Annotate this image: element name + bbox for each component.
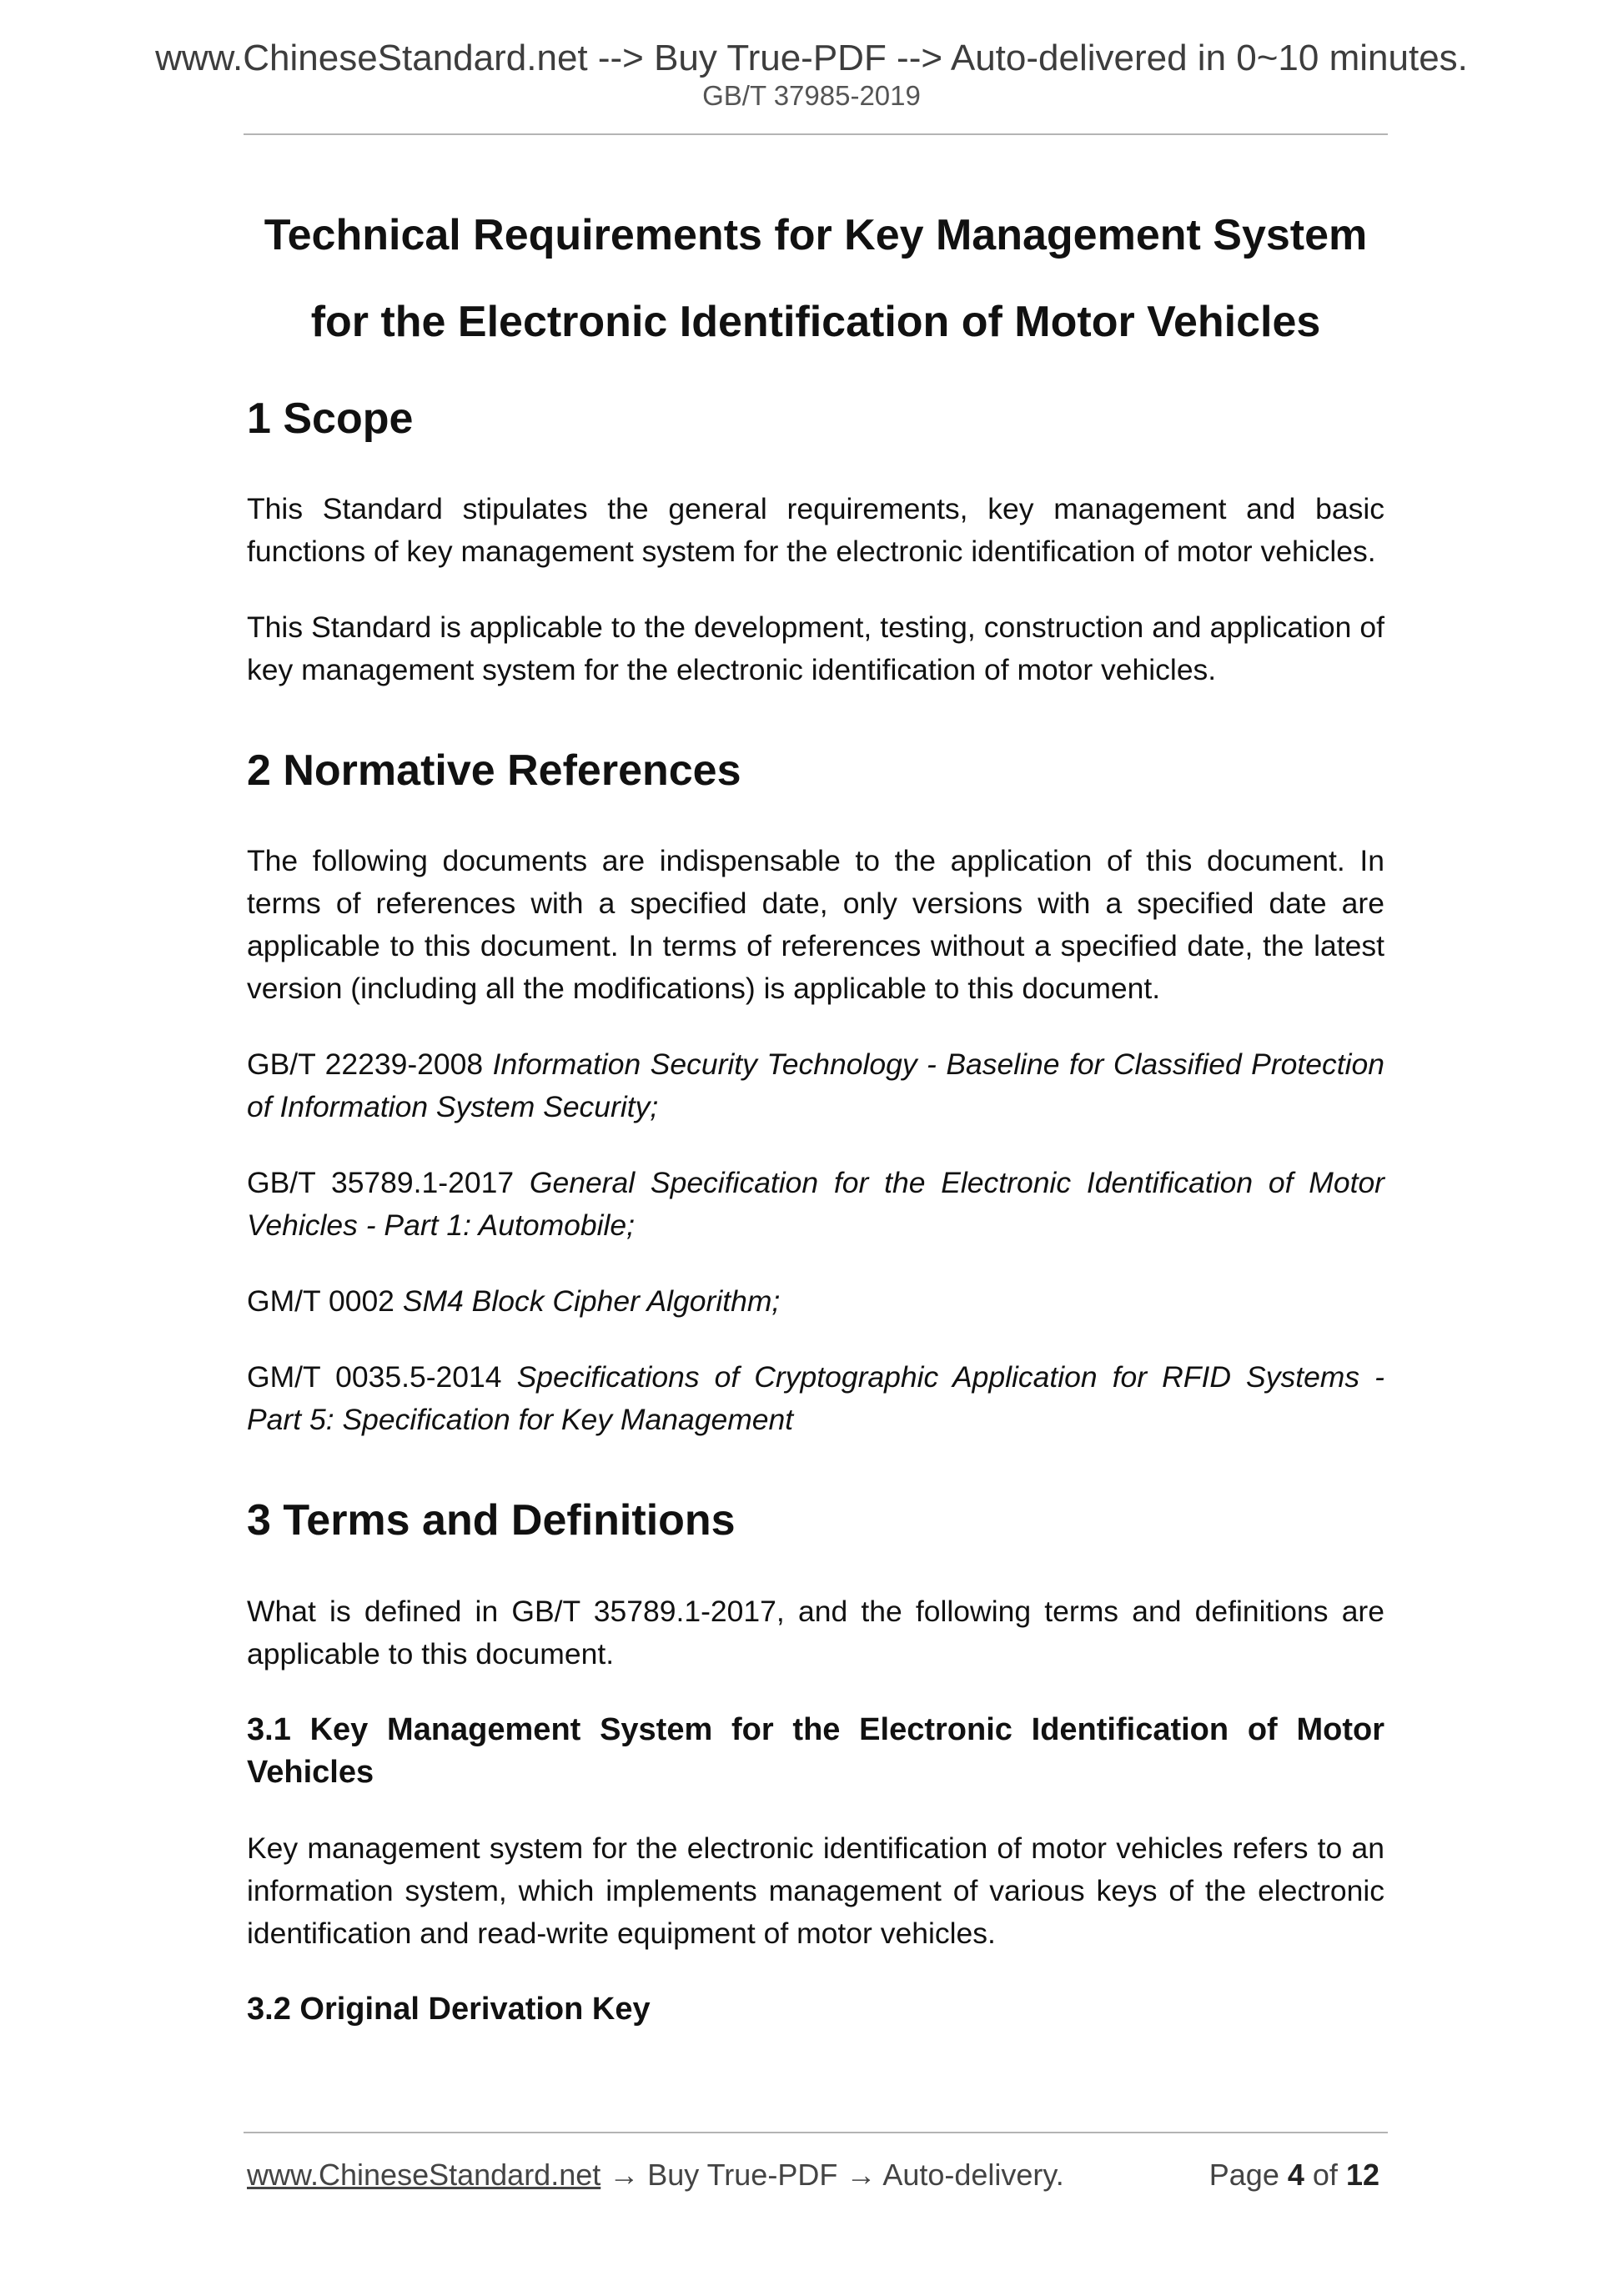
document-title-line-1: Technical Requirements for Key Management System <box>264 211 1368 259</box>
footer-left <box>247 2160 1064 2190</box>
reference-title: Specifications of Cryptographic Application for RFID Systems - Part 5: Specification for Key Management <box>247 1360 1384 1437</box>
section-heading-normative-references: 2 Normative References <box>247 746 741 796</box>
reference-item <box>247 1162 1384 1247</box>
scope-paragraph-2: This Standard is applicable to the development, testing, construction and application of key management system for the electronic identification of motor vehicles. <box>247 610 1384 687</box>
reference-item <box>247 1280 1384 1323</box>
reference-code: GM/T 0002 <box>247 1284 394 1319</box>
document-body <box>247 192 1384 2031</box>
reference-code: GB/T 35789.1-2017 <box>247 1166 515 1200</box>
reference-item <box>247 1356 1384 1441</box>
subsection-heading-3-2: 3.2 Original Derivation Key <box>247 1991 651 2027</box>
section-heading-scope: 1 Scope <box>247 394 414 443</box>
reference-item <box>247 1043 1384 1128</box>
reference-title: SM4 Block Cipher Algorithm; <box>402 1284 781 1319</box>
header-divider <box>244 133 1388 135</box>
document-title-line-2: for the Electronic Identification of Motor Vehicles <box>310 298 1321 346</box>
normative-references-intro: The following documents are indispensable to the application of this document. In terms of references with a specified date, only versions with a specified date are applicable to this document. In terms of references without a specified date, the latest version (including all the modifications) is applicable to this document. <box>247 844 1384 1006</box>
section-heading-terms-definitions: 3 Terms and Definitions <box>247 1496 736 1545</box>
terms-intro: What is defined in GB/T 35789.1-2017, and the following terms and definitions are applicable to this document. <box>247 1594 1384 1671</box>
page-footer <box>247 2160 1379 2190</box>
subsection-heading-3-1: 3.1 Key Management System for the Electronic Identification of Motor Vehicles <box>247 1711 1384 1790</box>
scope-paragraph-1: This Standard stipulates the general requirements, key management and basic functions of key management system for the electronic identification of motor vehicles. <box>247 492 1384 569</box>
footer-site-link[interactable]: www.ChineseStandard.net <box>247 2158 601 2192</box>
footer-divider <box>244 2132 1388 2133</box>
page-indicator <box>1209 2160 1379 2190</box>
standard-number: GB/T 37985-2019 <box>702 80 921 111</box>
page-of: of <box>1312 2158 1338 2192</box>
page-label: Page <box>1208 2158 1279 2192</box>
page-current: 4 <box>1287 2158 1304 2192</box>
page-total: 12 <box>1345 2158 1379 2192</box>
reference-code: GM/T 0035.5-2014 <box>247 1360 502 1394</box>
definition-3-1-text: Key management system for the electronic identification of motor vehicles refers to an information system, which implements management of various keys of the electronic identification and read-write equipment of motor vehicles. <box>247 1831 1384 1950</box>
reference-code: GB/T 22239-2008 <box>247 1048 484 1082</box>
reference-title: Information Security Technology - Baseline for Classified Protection of Information System Security; <box>247 1048 1385 1124</box>
site-banner: www.ChineseStandard.net --> Buy True-PDF --> Auto-delivered in 0~10 minutes. <box>155 38 1468 78</box>
reference-title: General Specification for the Electronic Identification of Motor Vehicles - Part 1: Automobile; <box>247 1166 1385 1243</box>
footer-tagline: → Buy True-PDF → Auto-delivery. <box>600 2158 1064 2192</box>
